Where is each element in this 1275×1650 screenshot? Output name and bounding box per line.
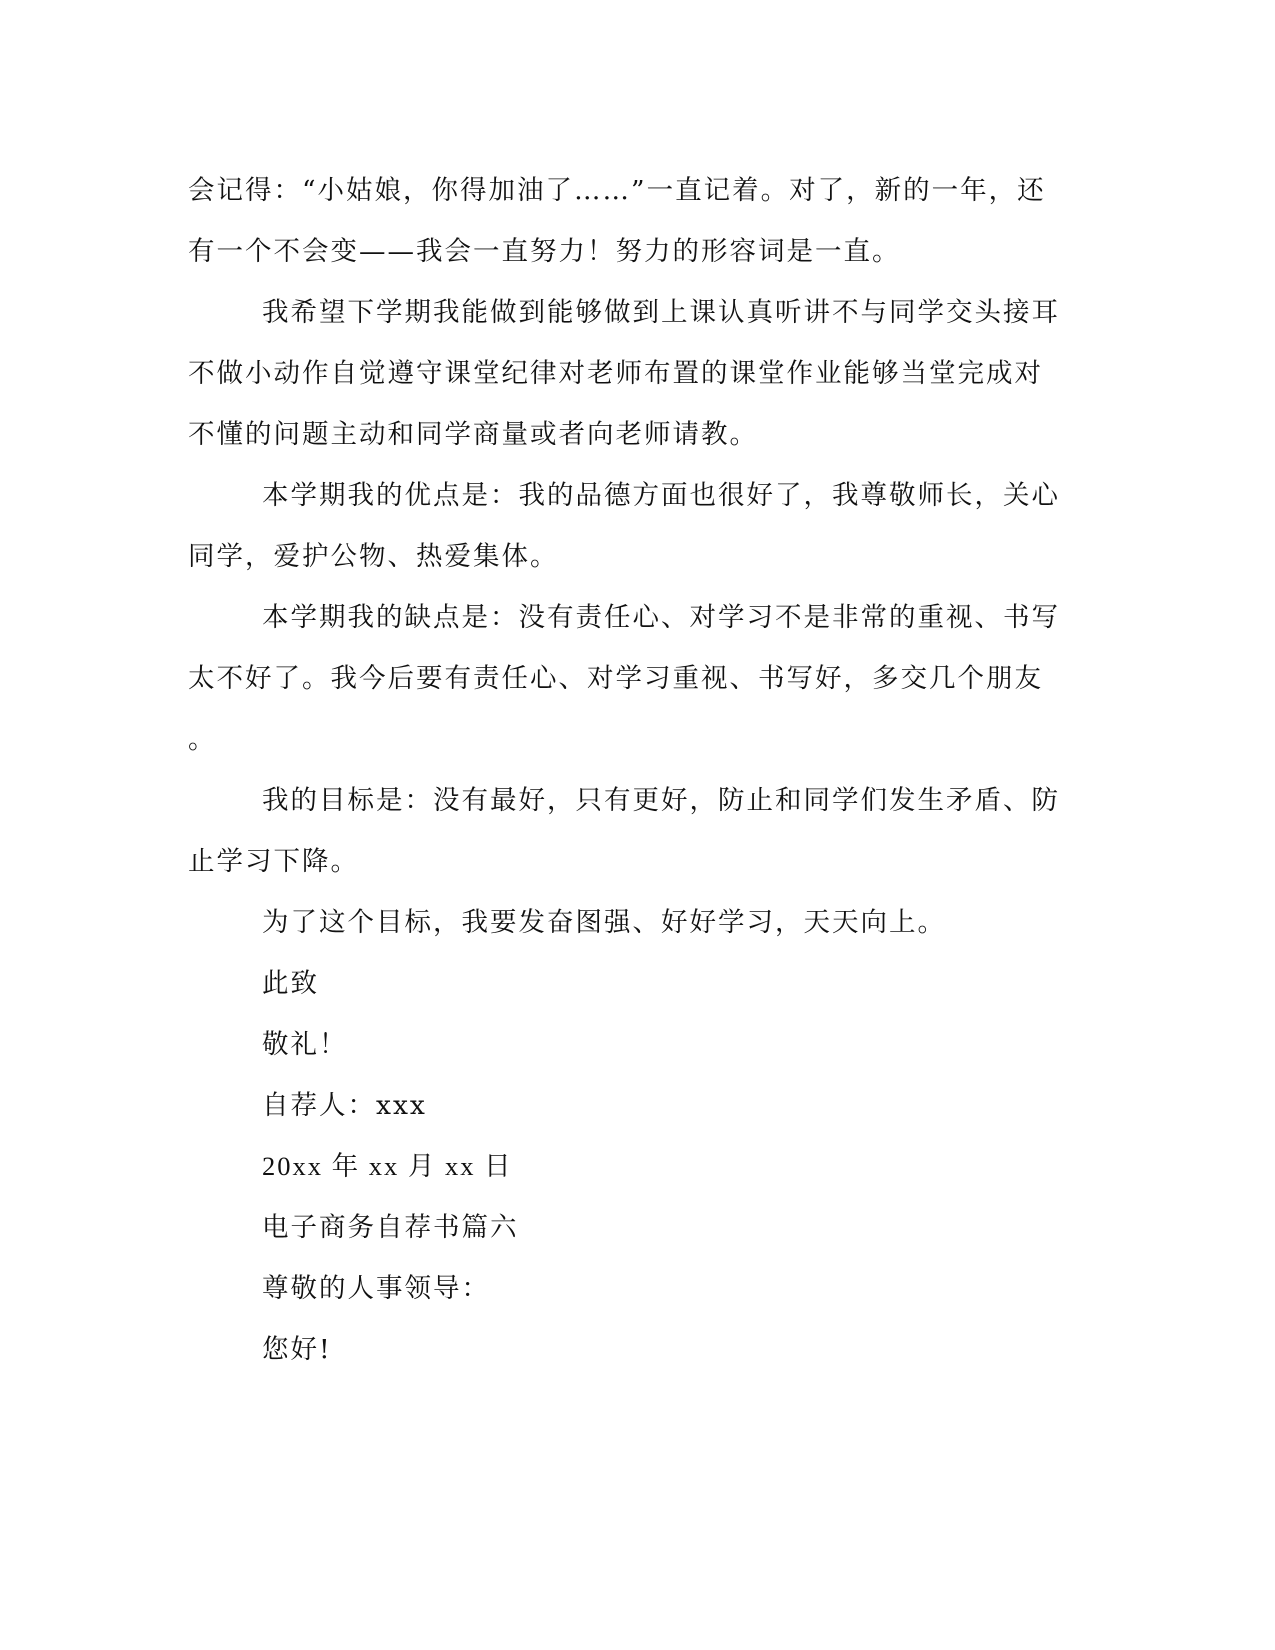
paragraph-line: 为了这个目标，我要发奋图强、好好学习，天天向上。 — [262, 907, 946, 938]
closing-phrase: 此致 — [262, 968, 319, 999]
text-line: 有一个不会变——我会一直努力！努力的形容词是一直。 — [188, 236, 901, 267]
text-line: 止学习下降。 — [188, 846, 359, 877]
document-body — [188, 160, 1068, 1380]
paragraph-first-line: 本学期我的缺点是：没有责任心、对学习不是非常的重视、书写 — [262, 602, 1060, 633]
section-heading: 电子商务自荐书篇六 — [262, 1212, 519, 1243]
paragraph-first-line: 我的目标是：没有最好，只有更好，防止和同学们发生矛盾、防 — [262, 785, 1060, 816]
signature-line: 自荐人：xxx — [262, 1090, 427, 1121]
text-line: 会记得：“小姑娘，你得加油了……”一直记着。对了，新的一年，还 — [188, 175, 1046, 206]
text-line: 不做小动作自觉遵守课堂纪律对老师布置的课堂作业能够当堂完成对 — [188, 358, 1043, 389]
text-line: 太不好了。我今后要有责任心、对学习重视、书写好，多交几个朋友 — [188, 663, 1043, 694]
text-line: 同学，爱护公物、热爱集体。 — [188, 541, 559, 572]
salutation: 敬礼！ — [262, 1029, 348, 1060]
paragraph-first-line: 我希望下学期我能做到能够做到上课认真听讲不与同学交头接耳 — [262, 297, 1060, 328]
paragraph-first-line: 本学期我的优点是：我的品德方面也很好了，我尊敬师长，关心 — [262, 480, 1060, 511]
text-line: 。 — [188, 724, 217, 755]
greeting-line: 尊敬的人事领导： — [262, 1273, 490, 1304]
date-line: 20xx 年 xx 月 xx 日 — [262, 1151, 513, 1181]
text-line: 不懂的问题主动和同学商量或者向老师请教。 — [188, 419, 758, 450]
greeting-line: 您好! — [262, 1334, 332, 1365]
